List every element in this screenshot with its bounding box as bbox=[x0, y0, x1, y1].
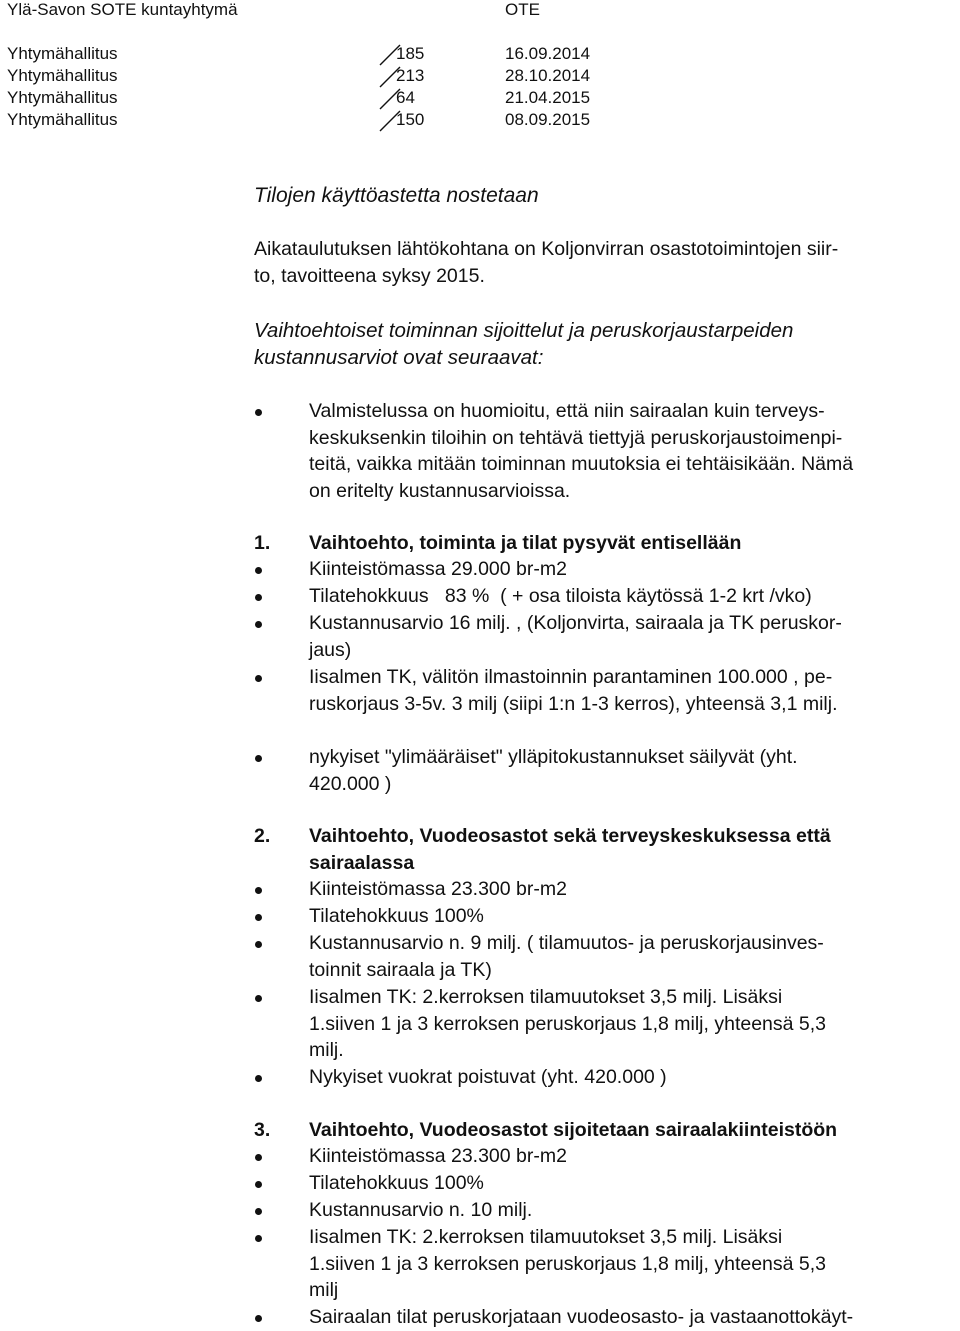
intro-line: Aikataulutuksen lähtökohtana on Koljonvirran osastotoimintojen siir- bbox=[254, 238, 839, 260]
bullet-icon bbox=[255, 887, 262, 894]
item-line: Nykyiset vuokrat poistuvat (yht. 420.000 ) bbox=[309, 1066, 667, 1088]
option-title: Vaihtoehto, toiminta ja tilat pysyvät entisellään bbox=[309, 532, 742, 554]
item-line: nykyiset "ylimääräiset" ylläpitokustannukset säilyvät (yht. bbox=[309, 746, 798, 768]
reference-date: 16.09.2014 bbox=[505, 44, 591, 63]
bullet-icon bbox=[255, 409, 262, 416]
item-line: Tilatehokkuus 100% bbox=[309, 905, 484, 927]
bullet-icon bbox=[255, 621, 262, 628]
list-item bbox=[309, 1197, 954, 1224]
list-item bbox=[309, 556, 954, 583]
bullet-icon bbox=[255, 941, 262, 948]
bullet-icon bbox=[255, 995, 262, 1002]
bullet-icon bbox=[255, 1208, 262, 1215]
bullet-icon bbox=[255, 567, 262, 574]
list-item bbox=[309, 876, 954, 903]
document-type: OTE bbox=[505, 0, 540, 19]
option-title: Vaihtoehto, Vuodeosastot sijoitetaan sairaalakiinteistöön bbox=[309, 1119, 838, 1141]
list-item bbox=[309, 1170, 954, 1197]
item-line: Kiinteistömassa 23.300 br-m2 bbox=[309, 878, 567, 900]
bullet-icon bbox=[255, 914, 262, 921]
option-number: 1. bbox=[254, 532, 271, 554]
list-item bbox=[309, 583, 954, 610]
reference-number: 213 bbox=[396, 66, 425, 85]
list-item bbox=[309, 903, 954, 930]
list-item bbox=[309, 664, 954, 743]
item-line: Iisalmen TK: 2.kerroksen tilamuutokset 3,5 milj. Lisäksi bbox=[309, 986, 783, 1008]
reference-date: 28.10.2014 bbox=[505, 66, 591, 85]
bullet-icon bbox=[255, 1315, 262, 1322]
item-line: Iisalmen TK: 2.kerroksen tilamuutokset 3,5 milj. Lisäksi bbox=[309, 1226, 783, 1248]
option-number: 2. bbox=[254, 825, 271, 847]
note-line: keskuksenkin tiloihin on tehtävä tiettyjä peruskorjaustoimenpi- bbox=[309, 426, 843, 449]
reference-date: 08.09.2015 bbox=[505, 110, 591, 129]
intro-line: to, tavoitteena syksy 2015. bbox=[254, 265, 485, 287]
item-line: Kiinteistömassa 29.000 br-m2 bbox=[309, 558, 567, 580]
item-line: jaus) bbox=[309, 638, 352, 661]
bullet-icon bbox=[255, 1181, 262, 1188]
note-line: teitä, vaikka mitään toiminnan muutoksia ei tehtäisikään. Nämä bbox=[309, 453, 854, 475]
item-line: milj. bbox=[309, 1039, 344, 1061]
list-item bbox=[309, 1224, 954, 1304]
item-line: Kustannusarvio 16 milj. , (Koljonvirta, sairaala ja TK peruskor- bbox=[309, 612, 842, 634]
item-line: toinnit sairaala ja TK) bbox=[309, 958, 492, 981]
item-line: milj bbox=[309, 1279, 339, 1301]
item-line: Tilatehokkuus 100% bbox=[309, 1172, 484, 1194]
list-item bbox=[309, 1143, 954, 1170]
note-line: on eritelty kustannusarvioissa. bbox=[309, 479, 571, 502]
option-title: Vaihtoehto, Vuodeosastot sekä terveyskeskuksessa että bbox=[309, 825, 831, 847]
item-line: ruskorjaus 3-5v. 3 milj (siipi 1:n 1-3 kerros), yhteensä 3,1 milj. bbox=[309, 692, 838, 715]
list-item bbox=[309, 1304, 954, 1331]
organization-name: Ylä-Savon SOTE kuntayhtymä bbox=[7, 0, 238, 19]
note-line: Valmistelussa on huomioitu, että niin sairaalan kuin terveys- bbox=[309, 400, 825, 422]
item-line: Sairaalan tilat peruskorjataan vuodeosasto- ja vastaanottokäyt- bbox=[309, 1306, 854, 1328]
list-item bbox=[309, 930, 954, 983]
bullet-icon bbox=[255, 675, 262, 682]
item-line: 1.siiven 1 ja 3 kerroksen peruskorjaus 1,8 milj, yhteensä 5,3 bbox=[309, 1252, 827, 1275]
list-item bbox=[309, 610, 954, 663]
reference-date: 21.04.2015 bbox=[505, 88, 591, 107]
subheading-line: kustannusarviot ovat seuraavat: bbox=[254, 346, 544, 369]
item-line: Kustannusarvio n. 9 milj. ( tilamuutos- ja peruskorjausinves- bbox=[309, 932, 824, 954]
reference-number: 150 bbox=[396, 110, 425, 129]
reference-number: 64 bbox=[396, 88, 415, 107]
bullet-icon bbox=[255, 594, 262, 601]
reference-number: 185 bbox=[396, 44, 425, 63]
item-line bbox=[309, 717, 954, 743]
item-line: Iisalmen TK, välitön ilmastoinnin parantaminen 100.000 , pe- bbox=[309, 666, 833, 688]
reference-body: Yhtymähallitus bbox=[7, 88, 118, 107]
item-line: 1.siiven 1 ja 3 kerroksen peruskorjaus 1,8 milj, yhteensä 5,3 bbox=[309, 1012, 827, 1035]
bullet-icon bbox=[255, 1235, 262, 1242]
bullet-icon bbox=[255, 1075, 262, 1082]
reference-body: Yhtymähallitus bbox=[7, 66, 118, 85]
note-paragraph bbox=[309, 398, 954, 504]
section-title: Tilojen käyttöastetta nostetaan bbox=[254, 184, 539, 207]
item-line: Kiinteistömassa 23.300 br-m2 bbox=[309, 1145, 567, 1167]
item-line: Tilatehokkuus 83 % ( + osa tiloista käytössä 1-2 krt /vko) bbox=[309, 585, 812, 607]
reference-body: Yhtymähallitus bbox=[7, 44, 118, 63]
list-item bbox=[309, 744, 954, 797]
bullet-icon bbox=[255, 755, 262, 762]
item-line: Kustannusarvio n. 10 milj. bbox=[309, 1199, 533, 1221]
bullet-icon bbox=[255, 1154, 262, 1161]
list-item bbox=[309, 984, 954, 1064]
subheading-line: Vaihtoehtoiset toiminnan sijoittelut ja peruskorjaustarpeiden bbox=[254, 319, 794, 342]
list-item bbox=[309, 1064, 954, 1091]
reference-body: Yhtymähallitus bbox=[7, 110, 118, 129]
item-line: 420.000 ) bbox=[309, 772, 392, 795]
option-number: 3. bbox=[254, 1119, 271, 1141]
option-title: sairaalassa bbox=[309, 852, 415, 874]
